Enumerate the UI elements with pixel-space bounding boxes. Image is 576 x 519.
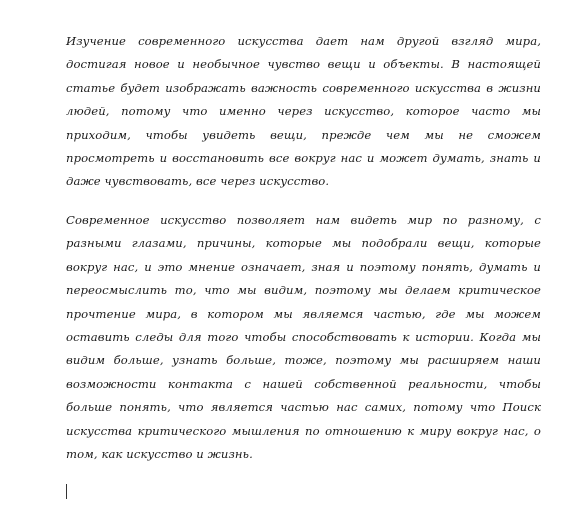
- paragraph-1: Изучение современного искусства дает нам другой взгляд мира, достигая новое и необычное чувство вещи и объекты. В настоящей статье будет изображать важность современного искусства в жизни людей, потому что именно через искусство, которое часто мы приходим, чтобы увидеть вещи, прежде чем мы не сможем просмотреть и восстановить все вокруг нас и может думать, знать и даже чувствовать, все через искусство.: [66, 34, 541, 189]
- paragraph-2: Современное искусство позволяет нам видеть мир по разному, с разными глазами, причины, которые мы подобрали вещи, которые вокруг нас, и это мнение означает, зная и поэтому понять, думать и переосмыслить то, что мы видим, поэтому мы делаем критическое прочтение мира, в котором мы являемся частью, где мы можем оставить следы для того чтобы способствовать к истории. Когда мы видим больше, узнать больше, тоже, поэтому мы расширяем наши возможности контакта с нашей собственной реальности, чтобы больше понять, что является частью нас самих, потому что Поиск искусства критического мышления по отношению к миру вокруг нас, о том, как искусство и жизнь.: [66, 213, 541, 462]
- text-cursor: [66, 484, 67, 499]
